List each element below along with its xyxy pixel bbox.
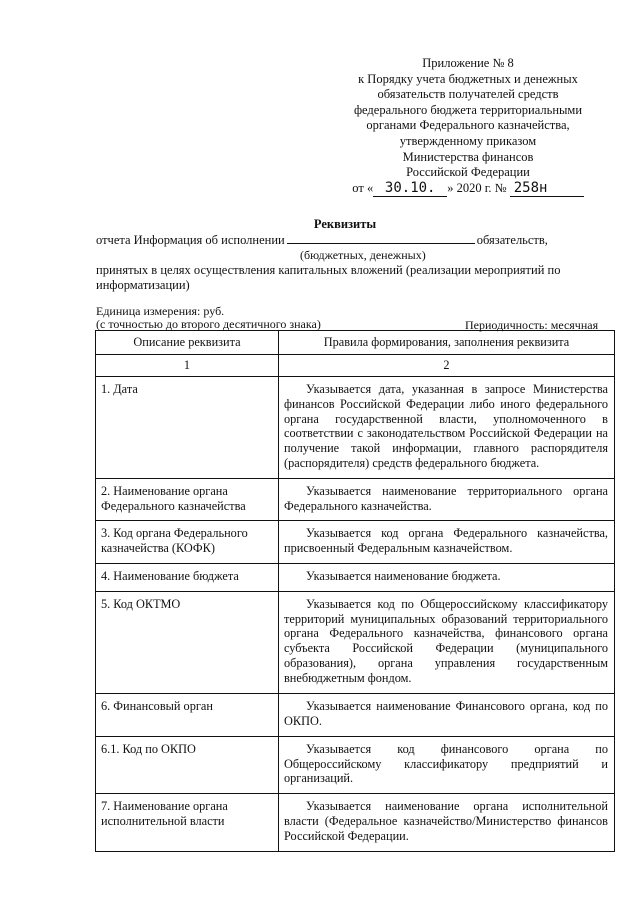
- header-line: Приложение № 8: [422, 56, 514, 70]
- table-row: [96, 693, 615, 736]
- header-line: к Порядку учета бюджетных и денежных: [358, 71, 578, 86]
- report-purpose: принятых в целях осуществления капитальных вложений (реализации мероприятий по информатизации): [96, 263, 561, 292]
- table-row: [96, 377, 615, 479]
- col1-number: 1: [96, 355, 279, 377]
- requisite-rule: Указывается наименование бюджета.: [279, 563, 615, 591]
- table-row: [96, 521, 615, 564]
- table-row: [96, 563, 615, 591]
- requisite-name: 5. Код ОКТМО: [96, 591, 279, 693]
- report-line-start: отчета Информация об исполнении: [96, 233, 285, 247]
- header-line: федерального бюджета территориальными: [353, 102, 583, 117]
- handwritten-order-number: 258н: [510, 181, 584, 198]
- requisite-name: 1. Дата: [96, 377, 279, 479]
- header-line: органами Федерального казначейства,: [366, 118, 570, 133]
- table-row: [96, 478, 615, 521]
- requisite-rule: Указывается код финансового органа по Общероссийскому классификатору предприятий и организаций.: [279, 736, 615, 793]
- table-row: [96, 591, 615, 693]
- units-block: [96, 305, 321, 331]
- requisite-name: 3. Код органа Федерального казначейства (КОФК): [96, 521, 279, 564]
- requisite-rule: Указывается код органа Федерального казначейства, присвоенный Федеральным казначейством.: [279, 521, 615, 564]
- date-mid: » 2020 г. №: [447, 180, 507, 195]
- requisite-name: 6.1. Код по ОКПО: [96, 736, 279, 793]
- table-row: [96, 794, 615, 851]
- requisites-table: [95, 330, 615, 852]
- col1-header: Описание реквизита: [96, 331, 279, 355]
- document-title: Реквизиты: [313, 217, 377, 231]
- report-blank-field: [287, 232, 475, 244]
- table-number-row: [96, 355, 615, 377]
- header-line: Министерства финансов: [402, 149, 534, 164]
- precision-line: (с точностью до второго десятичного знака): [96, 317, 321, 331]
- report-line-end: обязательств,: [476, 233, 548, 247]
- requisite-rule: Указывается дата, указанная в запросе Министерства финансов Российской Федерации либо иного федерального органа государственной власти, уполномоченного в соответствии с законодательством Российской Федерации на получение такой информации, главного распорядителя (распорядителя) средств федерального бюджета.: [279, 377, 615, 479]
- appendix-header: [330, 56, 606, 197]
- date-prefix: от «: [352, 180, 374, 195]
- requisite-rule: Указывается наименование органа исполнительной власти (Федеральное казначейство/Министерство финансов Российской Федерации.: [279, 794, 615, 851]
- requisite-rule: Указывается наименование Финансового органа, код по ОКПО.: [279, 693, 615, 736]
- report-sub-caption: (бюджетных, денежных): [300, 248, 426, 262]
- table-header-row: [96, 331, 615, 355]
- header-line: Российской Федерации: [406, 165, 530, 180]
- periodicity: Периодичность: месячная: [465, 318, 599, 332]
- order-date-line: [330, 181, 606, 198]
- header-line: обязательств получателей средств: [377, 87, 559, 102]
- report-name-line: [96, 232, 548, 248]
- requisite-name: 2. Наименование органа Федерального казначейства: [96, 478, 279, 521]
- requisite-rule: Указывается код по Общероссийскому классификатору территорий муниципальных образований территориального органа Федерального казначейства, финансового органа субъекта Российской Федерации (муниципального образования), органа управления государственным внебюджетным фондом.: [279, 591, 615, 693]
- header-line: утвержденному приказом: [399, 133, 537, 148]
- requisite-rule: Указывается наименование территориального органа Федерального казначейства.: [279, 478, 615, 521]
- units-line: Единица измерения: руб.: [96, 304, 225, 318]
- requisite-name: 4. Наименование бюджета: [96, 563, 279, 591]
- col2-number: 2: [279, 355, 615, 377]
- col2-header: Правила формирования, заполнения реквизита: [279, 331, 615, 355]
- table-row: [96, 736, 615, 793]
- requisite-name: 7. Наименование органа исполнительной власти: [96, 794, 279, 851]
- requisite-name: 6. Финансовый орган: [96, 693, 279, 736]
- handwritten-date: 30.10.: [373, 181, 447, 198]
